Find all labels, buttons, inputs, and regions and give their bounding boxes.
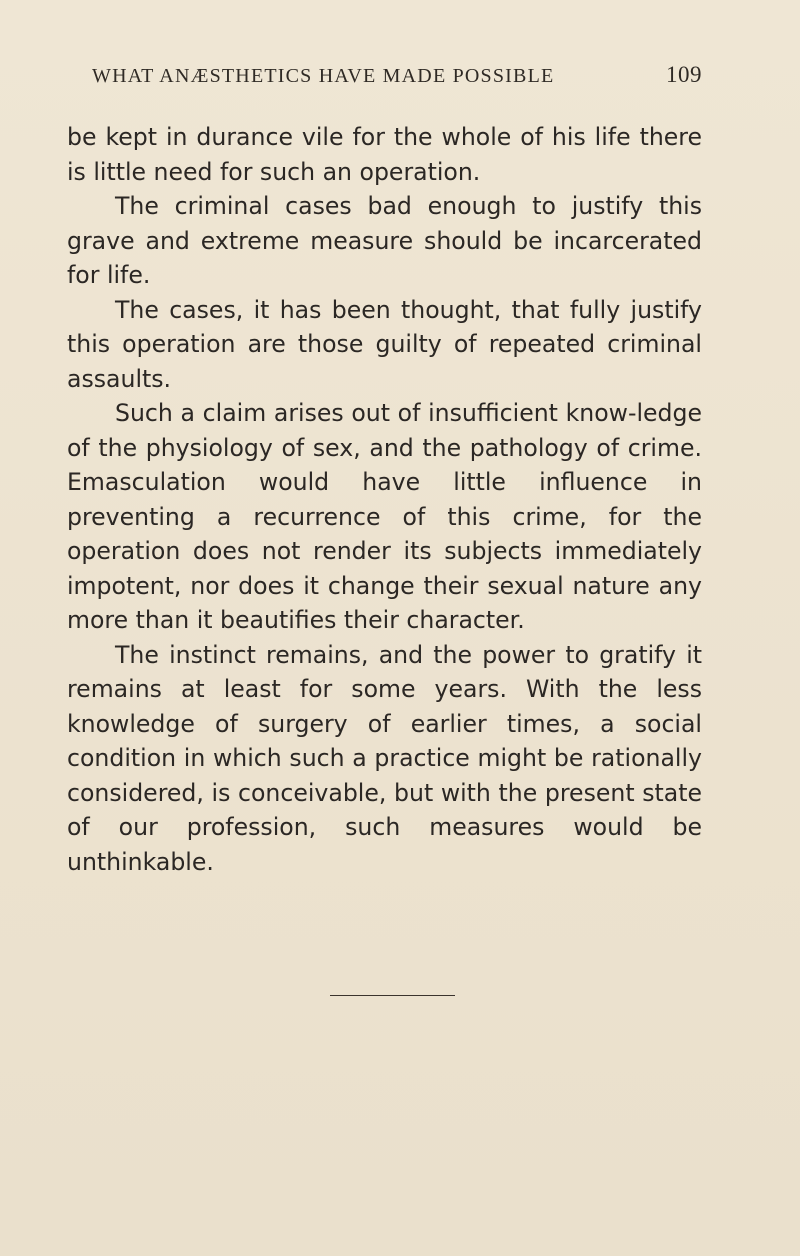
paragraph-instinct-remains: The instinct remains, and the power to gratify it remains at least for some years. With the less knowledge of surgery of earlier times, a social condition in which such a practice might be rationally considered, is conceivable, but with the present state of our profession, such measures would be unthinkable. <box>67 640 702 876</box>
paragraph-criminal-cases: The criminal cases bad enough to justify this grave and extreme measure should be incarcerated for life. <box>67 192 702 289</box>
page-number: 109 <box>666 62 702 87</box>
running-head <box>92 62 702 92</box>
paragraph-insufficient-knowledge: Such a claim arises out of insufficient know-ledge of the physiology of sex, and the pathology of crime. Emasculation would have little influence in preventing a recurrence of this crime, for the operation does not render its subjects immediately impotent, nor does it change their sexual nature any more than it beautifies their character. <box>67 399 702 634</box>
section-divider-rule <box>330 995 455 996</box>
paragraph-continuation: be kept in durance vile for the whole of his life there is little need for such an operation. <box>67 123 702 186</box>
body-text <box>67 120 702 879</box>
paragraph-repeated-assaults: The cases, it has been thought, that fully justify this operation are those guilty of repeated criminal assaults. <box>67 295 702 393</box>
running-title: WHAT ANÆSTHETICS HAVE MADE POSSIBLE <box>92 65 555 87</box>
